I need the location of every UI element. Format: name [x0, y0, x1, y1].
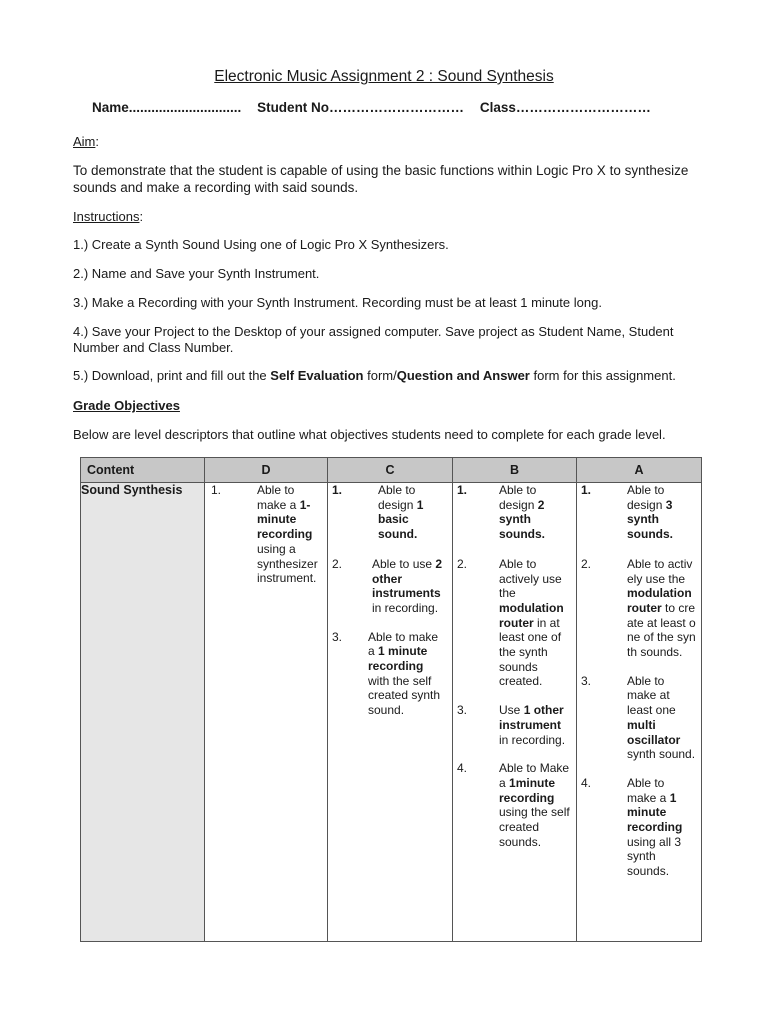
instruction-item: 3.) Make a Recording with your Synth Instrument. Recording must be at least 1 minute long. — [73, 295, 602, 310]
aim-heading: Aim: — [73, 134, 100, 149]
list-item: 2. Able to use 2 other instruments in recording. — [332, 556, 443, 615]
list-item: 2. Able to actively use the modulation router in at least one of the synth sounds created. — [457, 556, 564, 689]
list-item: 2. Able to actively use the modulation router to create at least one of the synth sounds. — [581, 556, 696, 660]
header-a: A — [577, 458, 702, 483]
class-field: Class………………………… — [479, 100, 651, 115]
table-header-row — [81, 458, 702, 483]
list-item: 1. Able to design 3 synth sounds. — [581, 483, 674, 542]
header-b: B — [453, 458, 577, 483]
list-item: 3. Able to make a 1 minute recording with the self created synth sound. — [332, 629, 441, 718]
header-d: D — [205, 458, 328, 483]
aim-text: To demonstrate that the student is capable of using the basic functions within Logic Pro X to synthesize sounds and make a recording with said sounds. — [73, 163, 689, 195]
grade-b-cell — [453, 483, 577, 942]
list-item: 3. Use 1 other instrument in recording. — [457, 703, 566, 747]
instruction-item: 4.) Save your Project to the Desktop of your assigned computer. Save project as Student Name, Student Number and Class Number. — [73, 324, 674, 355]
list-item: 4. Able to Make a 1minute recording using the self created sounds. — [457, 761, 570, 849]
student-fields — [92, 100, 663, 115]
header-content: Content — [81, 458, 205, 483]
instruction-item: 5.) Download, print and fill out the Self Evaluation form/Question and Answer form for this assignment. — [73, 368, 676, 383]
list-item: 4. Able to make a 1 minute recording using all 3 synth sounds. — [581, 775, 683, 879]
grade-table — [80, 457, 702, 942]
grade-c-cell — [328, 483, 453, 942]
grade-objectives-text: Below are level descriptors that outline what objectives students need to complete for each grade level. — [73, 427, 666, 442]
list-item: 1. Able to design 2 synth sounds. — [457, 483, 546, 542]
instruction-item: 2.) Name and Save your Synth Instrument. — [73, 266, 320, 281]
grade-a-cell — [577, 483, 702, 942]
instruction-item: 1.) Create a Synth Sound Using one of Logic Pro X Synthesizers. — [73, 237, 449, 252]
instructions-heading: Instructions: — [73, 209, 144, 224]
name-field: Name.............................. — [92, 100, 242, 115]
student-no-field: Student No………………………… — [257, 100, 465, 115]
list-item: 1. Able to design 1 basic sound. — [332, 483, 424, 542]
header-c: C — [328, 458, 453, 483]
grade-d-cell — [205, 483, 328, 942]
row-label: Sound Synthesis — [81, 483, 205, 942]
list-item: 3. Able to make at least one multi oscillator synth sound. — [581, 673, 696, 762]
table-row — [81, 483, 702, 942]
grade-objectives-heading: Grade Objectives — [73, 398, 180, 413]
page-title: Electronic Music Assignment 2 : Sound Synthesis — [214, 68, 554, 85]
list-item: 1. Able to make a 1-minute recording using a synthesizer instrument. — [211, 483, 318, 586]
